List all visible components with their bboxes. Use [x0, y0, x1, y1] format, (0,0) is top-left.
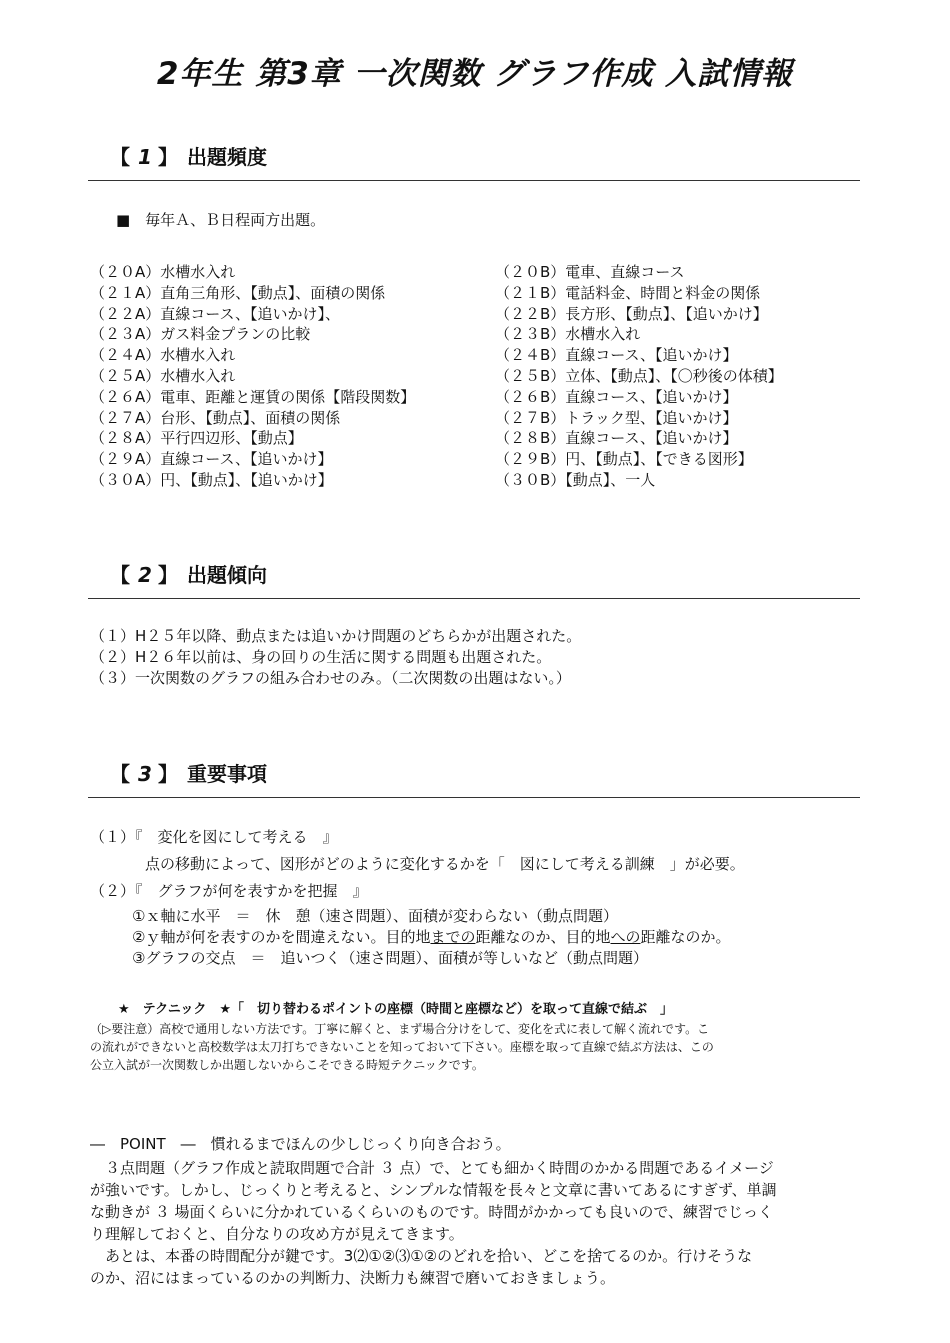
list-item: （２１A）直角三角形、【動点】、面積の関係 — [90, 283, 386, 302]
list-item: （１）H２５年以降、動点または追いかけ問題のどちらかが出題された。 — [90, 627, 582, 645]
section-heading-frequency: 【 1 】 出題頻度 — [110, 145, 267, 169]
list-item: （２２A）直線コース、【追いかけ】、 — [90, 304, 340, 323]
frequency-list-a — [90, 262, 415, 491]
point-heading: ― POINT ― 慣れるまでほんの少しじっくり向き合おう。 — [90, 1135, 511, 1153]
list-item: （２９B）円、【動点】、【できる図形】 — [495, 450, 753, 469]
list-item: （２１B）電話料金、時間と料金の関係 — [495, 283, 761, 302]
section-label: 重要事項 — [186, 762, 267, 786]
list-item: （２６B）直線コース、【追いかけ】 — [495, 387, 738, 406]
important-item2-head: （２）『 グラフが何を表すかを把握 』 — [90, 882, 368, 900]
list-item: （２７B）トラック型、【追いかけ】 — [495, 408, 738, 427]
list-item: （２０A）水槽水入れ — [90, 263, 236, 281]
important-item2-line2: ②ｙ軸が何を表すのかを間違えない。目的地までの距離なのか、目的地への距離なのか。 — [132, 928, 731, 946]
section-number: 2 — [138, 563, 152, 587]
frequency-list-b — [495, 262, 783, 491]
list-item: （３）一次関数のグラフの組み合わせのみ。（二次関数の出題はない。） — [90, 668, 571, 687]
list-item: （２８B）直線コース、【追いかけ】 — [495, 429, 738, 448]
section-number: 3 — [138, 762, 152, 786]
list-item: （３０A）円、【動点】、【追いかけ】 — [90, 470, 333, 489]
important-item1-body: 点の移動によって、図形がどのように変化するかを「 図にして考える訓練 」が必要。 — [145, 855, 745, 873]
list-item: （２７A）台形、【動点】、面積の関係 — [90, 408, 341, 427]
section-number: 1 — [138, 145, 152, 169]
point-body: ３点問題（グラフ作成と読取問題で合計 ３ 点）で、とても細かく時間のかかる問題であるイメージ が強いです。しかし、じっくりと考えると、シンプルな情報を長々と文章に書いてあるにすぎず、単調 な動きが ３ 場面くらいに分かれているくらいのものです。時間がかかっても良いので、練習でじっく り理解しておくと、自分なりの攻め方が見えてきます。 あとは、本番の時間配分が鍵です。3⑵①②⑶①②のどれを拾い、どこを捨てるのか。行けそうな のか、沼にはまっているのかの判断力、決断力も練習で磨いておきましょう。 — [90, 1159, 777, 1287]
list-item: （２０B）電車、直線コース — [495, 263, 685, 281]
page-title: 2年生 第3章 一次関数 グラフ作成 入試情報 — [156, 56, 794, 92]
section-divider — [88, 598, 860, 599]
list-item: （３０B）【動点】、一人 — [495, 470, 656, 489]
list-item: （２６A）電車、距離と運賃の関係【階段関数】 — [90, 387, 416, 406]
section-label: 出題傾向 — [186, 563, 267, 587]
list-item: （２３A）ガス料金プランの比較 — [90, 325, 311, 344]
list-item: （２３B）水槽水入れ — [495, 325, 641, 344]
list-item: （２５B）立体、【動点】、【〇秒後の体積】 — [495, 366, 783, 385]
list-item: （２）H２６年以前は、身の回りの生活に関する問題も出題された。 — [90, 647, 552, 666]
section-heading-trend: 【 2 】 出題傾向 — [110, 563, 267, 587]
list-item: （２５A）水槽水入れ — [90, 366, 236, 385]
frequency-note: ■ 毎年Ａ、Ｂ日程両方出題。 — [116, 211, 326, 229]
list-item: （２４B）直線コース、【追いかけ】 — [495, 346, 738, 365]
list-item: （２９A）直線コース、【追いかけ】 — [90, 450, 333, 469]
important-item2-line1: ①ｘ軸に水平 ＝ 休 憩（速さ問題）、面積が変わらない（動点問題） — [132, 907, 618, 925]
section-label: 出題頻度 — [186, 145, 267, 169]
technique-heading: ★ テクニック ★「 切り替わるポイントの座標（時間と座標など）を取って直線で結ぶ 」 — [118, 1002, 674, 1017]
important-item1-head: （１）『 変化を図にして考える 』 — [90, 828, 338, 846]
trend-list — [90, 626, 581, 688]
technique-note: （▷要注意）高校で通用しない方法です。丁寧に解くと、まず場合分けをして、変化を式に表して解く流れです。こ の流れができないと高校数学は太刀打ちできないことを知っておいて下さい。座標を取って直線で結ぶ方法は、この 公立入試が一次関数しか出題しないからこそできる時短テクニックです。 — [90, 1022, 714, 1072]
section-divider — [88, 180, 860, 181]
list-item: （２８A）平行四辺形、【動点】 — [90, 429, 303, 448]
section-divider — [88, 797, 860, 798]
section-heading-important: 【 3 】 重要事項 — [110, 762, 267, 786]
important-item2-line3: ③グラフの交点 ＝ 追いつく（速さ問題）、面積が等しいなど（動点問題） — [132, 949, 648, 967]
list-item: （２４A）水槽水入れ — [90, 346, 236, 365]
list-item: （２２B）長方形、【動点】、【追いかけ】 — [495, 304, 768, 323]
